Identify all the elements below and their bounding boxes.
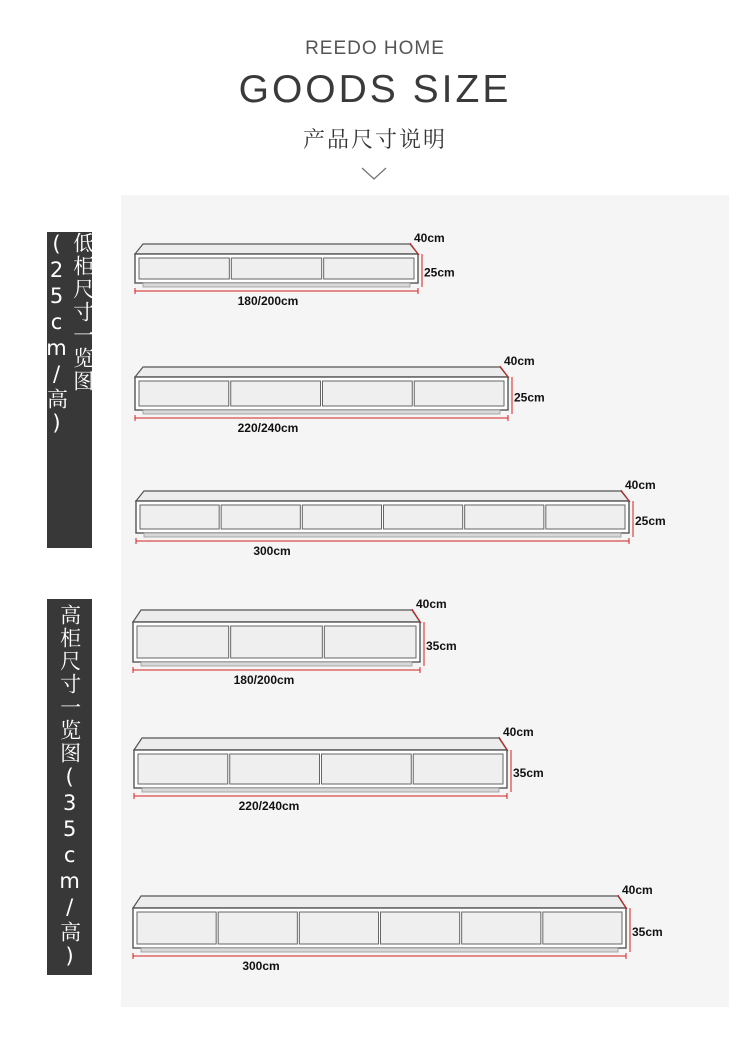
drawer [139,258,229,279]
cabinet-top [133,610,420,622]
drawer [384,505,463,529]
cabinet-high-1 [133,597,457,687]
cabinet-low-3 [136,478,666,558]
drawer [324,626,416,658]
depth-label: 40cm [414,231,445,245]
drawer [218,912,297,944]
height-label: 25cm [424,265,455,280]
side-label-text: 高柜尺寸一览图(35cm/高) [57,604,82,970]
cabinet-high-2 [134,725,544,813]
drawer [324,258,414,279]
height-label: 35cm [513,766,544,780]
depth-label: 40cm [622,883,653,897]
depth-label: 40cm [416,597,447,611]
height-label: 35cm [426,639,457,653]
cabinet-low-1 [135,231,455,308]
cabinet-plinth [141,662,412,666]
drawer [231,258,321,279]
cabinet-plinth [144,533,621,537]
cabinet-plinth [141,948,618,952]
height-label: 25cm [514,390,545,405]
width-label: 220/240cm [238,799,300,813]
width-label: 180/200cm [233,673,295,687]
height-label: 25cm [635,514,666,528]
cabinet-top [133,896,626,908]
drawer [413,754,503,784]
drawer [543,912,622,944]
drawer [323,381,413,406]
cabinet-top [135,367,508,377]
drawer [414,381,504,406]
cabinet-top [135,244,418,254]
cabinet-plinth [143,410,500,414]
height-label: 35cm [632,925,663,939]
drawer [299,912,378,944]
drawer [462,912,541,944]
cabinet-high-3 [133,883,663,973]
drawer [231,381,321,406]
depth-label: 40cm [504,354,535,368]
side-label-text: 低柜尺寸一览图(25cm/高) [44,232,95,437]
depth-label: 40cm [503,725,534,739]
drawer [137,626,229,658]
page-subtitle: 产品尺寸说明 [302,128,447,153]
drawer [140,505,219,529]
drawer [302,505,381,529]
cabinet-top [134,738,507,750]
drawer [139,381,229,406]
width-label: 220/240cm [237,421,299,435]
brand-name: REEDO HOME [305,38,445,59]
width-label: 300cm [242,959,280,973]
cabinet-low-2 [135,354,545,435]
cabinet-plinth [142,788,499,792]
width-label: 300cm [253,544,291,558]
cabinet-plinth [143,283,410,287]
drawer [231,626,323,658]
drawer [137,912,216,944]
drawer [546,505,625,529]
cabinet-top [136,491,629,501]
drawer [381,912,460,944]
depth-label: 40cm [625,478,656,492]
width-label: 180/200cm [237,294,299,308]
drawer [221,505,300,529]
drawer [230,754,320,784]
drawer [138,754,228,784]
drawer [322,754,412,784]
drawer [465,505,544,529]
page-title: GOODS SIZE [238,68,512,111]
